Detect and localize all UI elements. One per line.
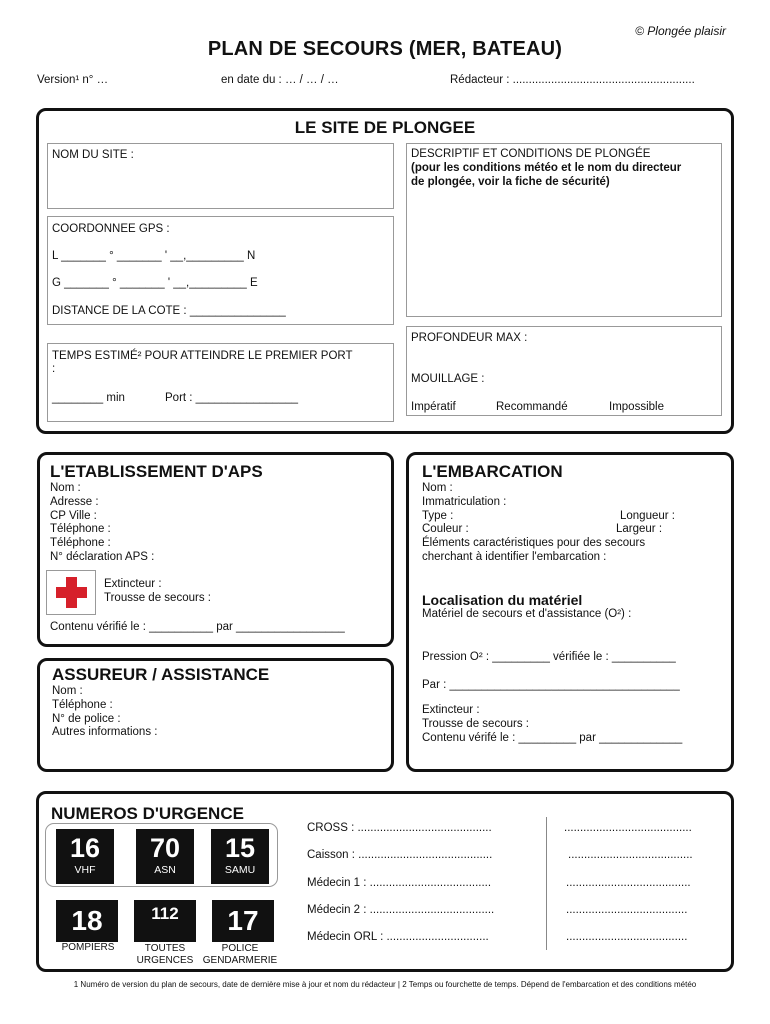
version-field: Version¹ n° … [37, 74, 109, 86]
embarcation-nom: Nom : [422, 482, 453, 494]
descriptif-title: DESCRIPTIF ET CONDITIONS DE PLONGÉE [411, 148, 651, 160]
contact-medecin-1-extra: ....................................... [566, 877, 691, 889]
tile-samu-number: 15 [224, 833, 256, 863]
embarcation-longueur: Longueur : [620, 509, 675, 522]
gps-title: COORDONNEE GPS : [52, 223, 170, 235]
contact-medecin-orl: Médecin ORL : ................................ [307, 931, 489, 943]
tile-samu-label: SAMU [224, 864, 256, 876]
descriptif-text [411, 148, 681, 189]
option-imperatif: Impératif [411, 401, 456, 413]
tile-toutes-urgences [134, 900, 196, 942]
temps-label-2: : [52, 363, 56, 375]
aps-telephone-2: Téléphone : [50, 537, 111, 550]
urgence-title: NUMEROS D'URGENCE [51, 804, 244, 823]
tile-pompiers-label: POMPIERS [61, 942, 115, 953]
red-cross-icon [46, 570, 96, 615]
tile-vhf-number: 16 [69, 833, 101, 863]
aps-title: L'ETABLISSEMENT D'APS [50, 462, 263, 481]
embarcation-couleur: Couleur : [422, 523, 469, 536]
tile-police-number: 17 [227, 905, 259, 936]
tile-police [212, 900, 274, 942]
aps-cp-ville: CP Ville : [50, 509, 97, 522]
par-field: Par : ____________________________________ [422, 679, 680, 691]
gps-long: G _______ ° _______ ' __,_________ E [52, 277, 258, 289]
option-recommande: Recommandé [496, 401, 568, 413]
distance-cote: DISTANCE DE LA COTE : _______________ [52, 305, 286, 317]
tile-112-number: 112 [151, 904, 179, 923]
profondeur-label: PROFONDEUR MAX : [411, 332, 528, 344]
contacts-divider [546, 817, 547, 950]
aps-extincteur: Extincteur : [104, 578, 162, 590]
embarcation-extincteur: Extincteur : [422, 704, 480, 716]
temps-port: Port : ________________ [165, 392, 299, 404]
tile-vhf-label: VHF [74, 864, 96, 876]
tile-112-label: TOUTES URGENCES [136, 943, 194, 966]
site-title: LE SITE DE PLONGEE [294, 118, 476, 137]
contact-caisson: Caisson : .......................................... [307, 849, 493, 861]
embarcation-type: Type : [422, 509, 454, 522]
assureur-title: ASSUREUR / ASSISTANCE [52, 665, 270, 684]
aps-trousse: Trousse de secours : [104, 591, 211, 604]
tile-police-label: POLICE GENDARMERIE [202, 943, 278, 966]
embarcation-title: L'EMBARCATION [422, 462, 563, 481]
embarcation-materiel [422, 704, 682, 745]
assureur-fields [52, 685, 157, 740]
embarcation-elements-2: cherchant à identifier l'embarcation : [422, 550, 607, 563]
tile-vhf [56, 829, 114, 884]
embarcation-fields [422, 482, 675, 565]
embarcation-trousse: Trousse de secours : [422, 717, 529, 730]
tile-pompiers [56, 900, 118, 942]
contact-cross-extra: ........................................ [564, 822, 692, 834]
contact-medecin-2: Médecin 2 : ....................................... [307, 904, 495, 916]
aps-telephone-1: Téléphone : [50, 523, 111, 536]
copyright: © Plongée plaisir [635, 24, 726, 38]
redacteur-field: Rédacteur : ......................................................... [450, 74, 695, 86]
materiel-label: Matériel de secours et d'assistance (O²) : [422, 608, 632, 620]
tile-samu [211, 829, 269, 884]
aps-declaration: N° déclaration APS : [50, 550, 155, 563]
temps-min: ________ min [52, 392, 125, 404]
contact-cross: CROSS : .......................................... [307, 822, 492, 834]
embarcation-immatriculation: Immatriculation : [422, 495, 507, 508]
contact-medecin-1: Médecin 1 : ...................................... [307, 877, 492, 889]
aps-contenu: Contenu vérifié le : __________ par _________________ [50, 621, 345, 633]
descriptif-note-2: de plongée, voir la fiche de sécurité) [411, 175, 610, 188]
contact-medecin-orl-extra: ...................................... [566, 931, 688, 943]
nom-site-label: NOM DU SITE : [52, 149, 134, 161]
option-impossible: Impossible [609, 401, 664, 413]
aps-materiel [104, 578, 211, 606]
localisation-title: Localisation du matériel [422, 592, 583, 608]
page-title: PLAN DE SECOURS (MER, BATEAU) [207, 38, 563, 60]
embarcation-contenu: Contenu vérifé le : _________ par _____________ [422, 731, 683, 744]
tile-asn [136, 829, 194, 884]
assureur-autres: Autres informations : [52, 726, 158, 739]
aps-fields [50, 482, 154, 565]
tile-asn-number: 70 [149, 833, 181, 863]
temps-label-1: TEMPS ESTIMÉ² POUR ATTEINDRE LE PREMIER PORT [52, 350, 353, 362]
mouillage-label: MOUILLAGE : [411, 373, 485, 385]
aps-nom: Nom : [50, 482, 81, 494]
assureur-police: N° de police : [52, 712, 121, 725]
embarcation-largeur: Largeur : [616, 523, 663, 536]
pression-field: Pression O² : _________ vérifiée le : __________ [422, 651, 676, 663]
gps-lat: L _______ ° _______ ' __,_________ N [52, 250, 256, 262]
tile-asn-label: ASN [154, 864, 176, 876]
contact-medecin-2-extra: ...................................... [566, 904, 688, 916]
aps-adresse: Adresse : [50, 495, 99, 508]
date-field: en date du : … / … / … [221, 74, 339, 86]
embarcation-elements-1: Éléments caractéristiques pour des secours [422, 537, 646, 550]
tile-pompiers-number: 18 [71, 905, 103, 936]
footnote: 1 Numéro de version du plan de secours, date de dernière mise à jour et nom du rédacteur | 2 Temps ou fourchette de temps. Dépend de l'embarcation et des conditions météo [73, 980, 697, 989]
assureur-nom: Nom : [52, 685, 83, 697]
descriptif-note-1: (pour les conditions météo et le nom du directeur [411, 161, 682, 174]
assureur-telephone: Téléphone : [52, 698, 113, 711]
contact-caisson-extra: ....................................... [568, 849, 693, 861]
